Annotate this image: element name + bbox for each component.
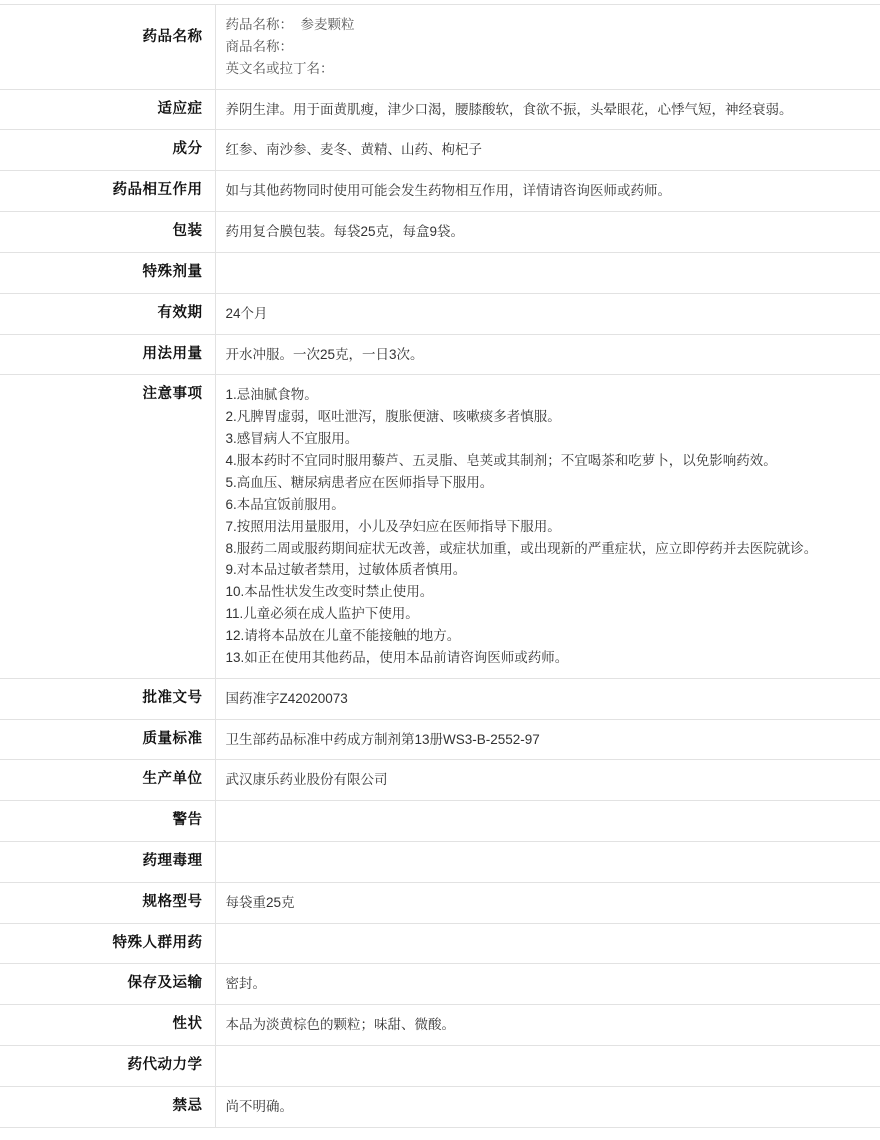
row-label: 药品名称 (0, 5, 215, 90)
table-row (0, 841, 880, 882)
row-label: 适应症 (0, 89, 215, 130)
list-item: 10.本品性状发生改变时禁止使用。 (225, 584, 434, 600)
table-row (0, 375, 880, 678)
table-row (0, 719, 880, 760)
table-row (0, 171, 880, 212)
list-item: 4.服本药时不宜同时服用藜芦、五灵脂、皂荚或其制剂；不宜喝茶和吃萝卜，以免影响药效。 (225, 453, 777, 469)
table-row (0, 801, 880, 842)
list-item: 13.如正在使用其他药品，使用本品前请咨询医师或药师。 (225, 649, 569, 665)
drug-spec-table-body (0, 5, 880, 1128)
row-value-line: 药品名称： 参麦颗粒 (225, 17, 355, 32)
row-label: 特殊人群用药 (0, 923, 215, 964)
row-label: 规格型号 (0, 882, 215, 923)
row-value (215, 719, 880, 760)
table-row (0, 882, 880, 923)
row-value (215, 841, 880, 882)
row-label: 注意事项 (0, 375, 215, 678)
row-value (215, 1086, 880, 1127)
row-value (215, 801, 880, 842)
list-item: 3.感冒病人不宜服用。 (225, 431, 359, 447)
list-item: 11.儿童必须在成人监护下使用。 (225, 606, 419, 622)
list-item: 8.服药二周或服药期间症状无改善，或症状加重，或出现新的严重症状，应立即停药并去医院就诊。 (225, 540, 818, 556)
row-value (215, 964, 880, 1005)
table-row (0, 253, 880, 294)
row-value-text: 国药准字Z42020073 (225, 690, 348, 706)
row-label: 药代动力学 (0, 1046, 215, 1087)
row-value-text: 卫生部药品标准中药成方制剂第13册WS3-B-2552-97 (225, 731, 540, 747)
row-value (215, 130, 880, 171)
row-value (215, 923, 880, 964)
row-label: 性状 (0, 1005, 215, 1046)
row-value-text (226, 810, 867, 828)
row-label: 禁忌 (0, 1086, 215, 1127)
row-value-text: 本品为淡黄棕色的颗粒；味甜、微酸。 (225, 1017, 455, 1033)
table-row (0, 293, 880, 334)
row-value-text: 养阴生津。用于面黄肌瘦，津少口渴，腰膝酸软，食欲不振，头晕眼花，心悸气短，神经衰弱。 (225, 101, 793, 117)
row-label: 特殊剂量 (0, 253, 215, 294)
table-row (0, 1086, 880, 1127)
row-label: 批准文号 (0, 678, 215, 719)
table-row (0, 760, 880, 801)
row-value-line: 商品名称： (225, 38, 293, 54)
table-row (0, 1046, 880, 1087)
list-item: 1.忌油腻食物。 (225, 387, 318, 403)
table-row (0, 5, 880, 90)
row-label: 保存及运输 (0, 964, 215, 1005)
row-value-text (226, 262, 867, 280)
row-label: 质量标准 (0, 719, 215, 760)
table-row (0, 334, 880, 375)
row-value-text: 如与其他药物同时使用可能会发生药物相互作用，详情请咨询医师或药师。 (225, 183, 671, 199)
row-value (215, 253, 880, 294)
table-row (0, 89, 880, 130)
row-value-text: 药用复合膜包装。每袋25克，每盒9袋。 (225, 224, 465, 240)
row-value (215, 760, 880, 801)
list-item: 5.高血压、糖尿病患者应在医师指导下服用。 (225, 474, 494, 490)
row-label: 药品相互作用 (0, 171, 215, 212)
row-value-text (226, 851, 867, 869)
row-label: 成分 (0, 130, 215, 171)
row-value-text: 武汉康乐药业股份有限公司 (225, 772, 388, 788)
row-value (215, 5, 880, 90)
row-value (215, 678, 880, 719)
row-value (215, 1005, 880, 1046)
list-item: 9.对本品过敏者禁用，过敏体质者慎用。 (225, 562, 467, 578)
row-value (215, 375, 880, 678)
list-item: 2.凡脾胃虚弱，呕吐泄泻，腹胀便溏、咳嗽痰多者慎服。 (225, 409, 561, 425)
row-value (215, 334, 880, 375)
table-row (0, 130, 880, 171)
row-value-text: 红参、南沙参、麦冬、黄精、山药、枸杞子 (225, 142, 482, 158)
row-label: 警告 (0, 801, 215, 842)
row-value (215, 293, 880, 334)
row-value (215, 89, 880, 130)
row-value (215, 1046, 880, 1087)
row-label: 用法用量 (0, 334, 215, 375)
table-row (0, 1005, 880, 1046)
row-value-text: 密封。 (225, 976, 266, 992)
drug-spec-table (0, 4, 880, 1128)
row-value-text (226, 1055, 867, 1073)
table-row (0, 678, 880, 719)
list-item: 7.按照用法用量服用，小儿及孕妇应在医师指导下服用。 (225, 518, 561, 534)
row-value-text: 24个月 (225, 305, 268, 321)
table-row (0, 923, 880, 964)
row-value (215, 882, 880, 923)
row-label: 包装 (0, 212, 215, 253)
row-value-text: 每袋重25克 (225, 894, 295, 910)
list-item: 12.请将本品放在儿童不能接触的地方。 (225, 627, 461, 643)
row-value-text: 开水冲服。一次25克，一日3次。 (225, 346, 424, 362)
table-row (0, 964, 880, 1005)
list-item: 6.本品宜饭前服用。 (225, 496, 345, 512)
row-value (215, 212, 880, 253)
row-value (215, 171, 880, 212)
row-label: 生产单位 (0, 760, 215, 801)
row-label: 药理毒理 (0, 841, 215, 882)
row-value-list (226, 384, 867, 668)
row-value-text: 尚不明确。 (225, 1098, 293, 1114)
row-value-text (226, 933, 867, 951)
row-value-line: 英文名或拉丁名： (225, 60, 334, 76)
table-row (0, 212, 880, 253)
row-label: 有效期 (0, 293, 215, 334)
